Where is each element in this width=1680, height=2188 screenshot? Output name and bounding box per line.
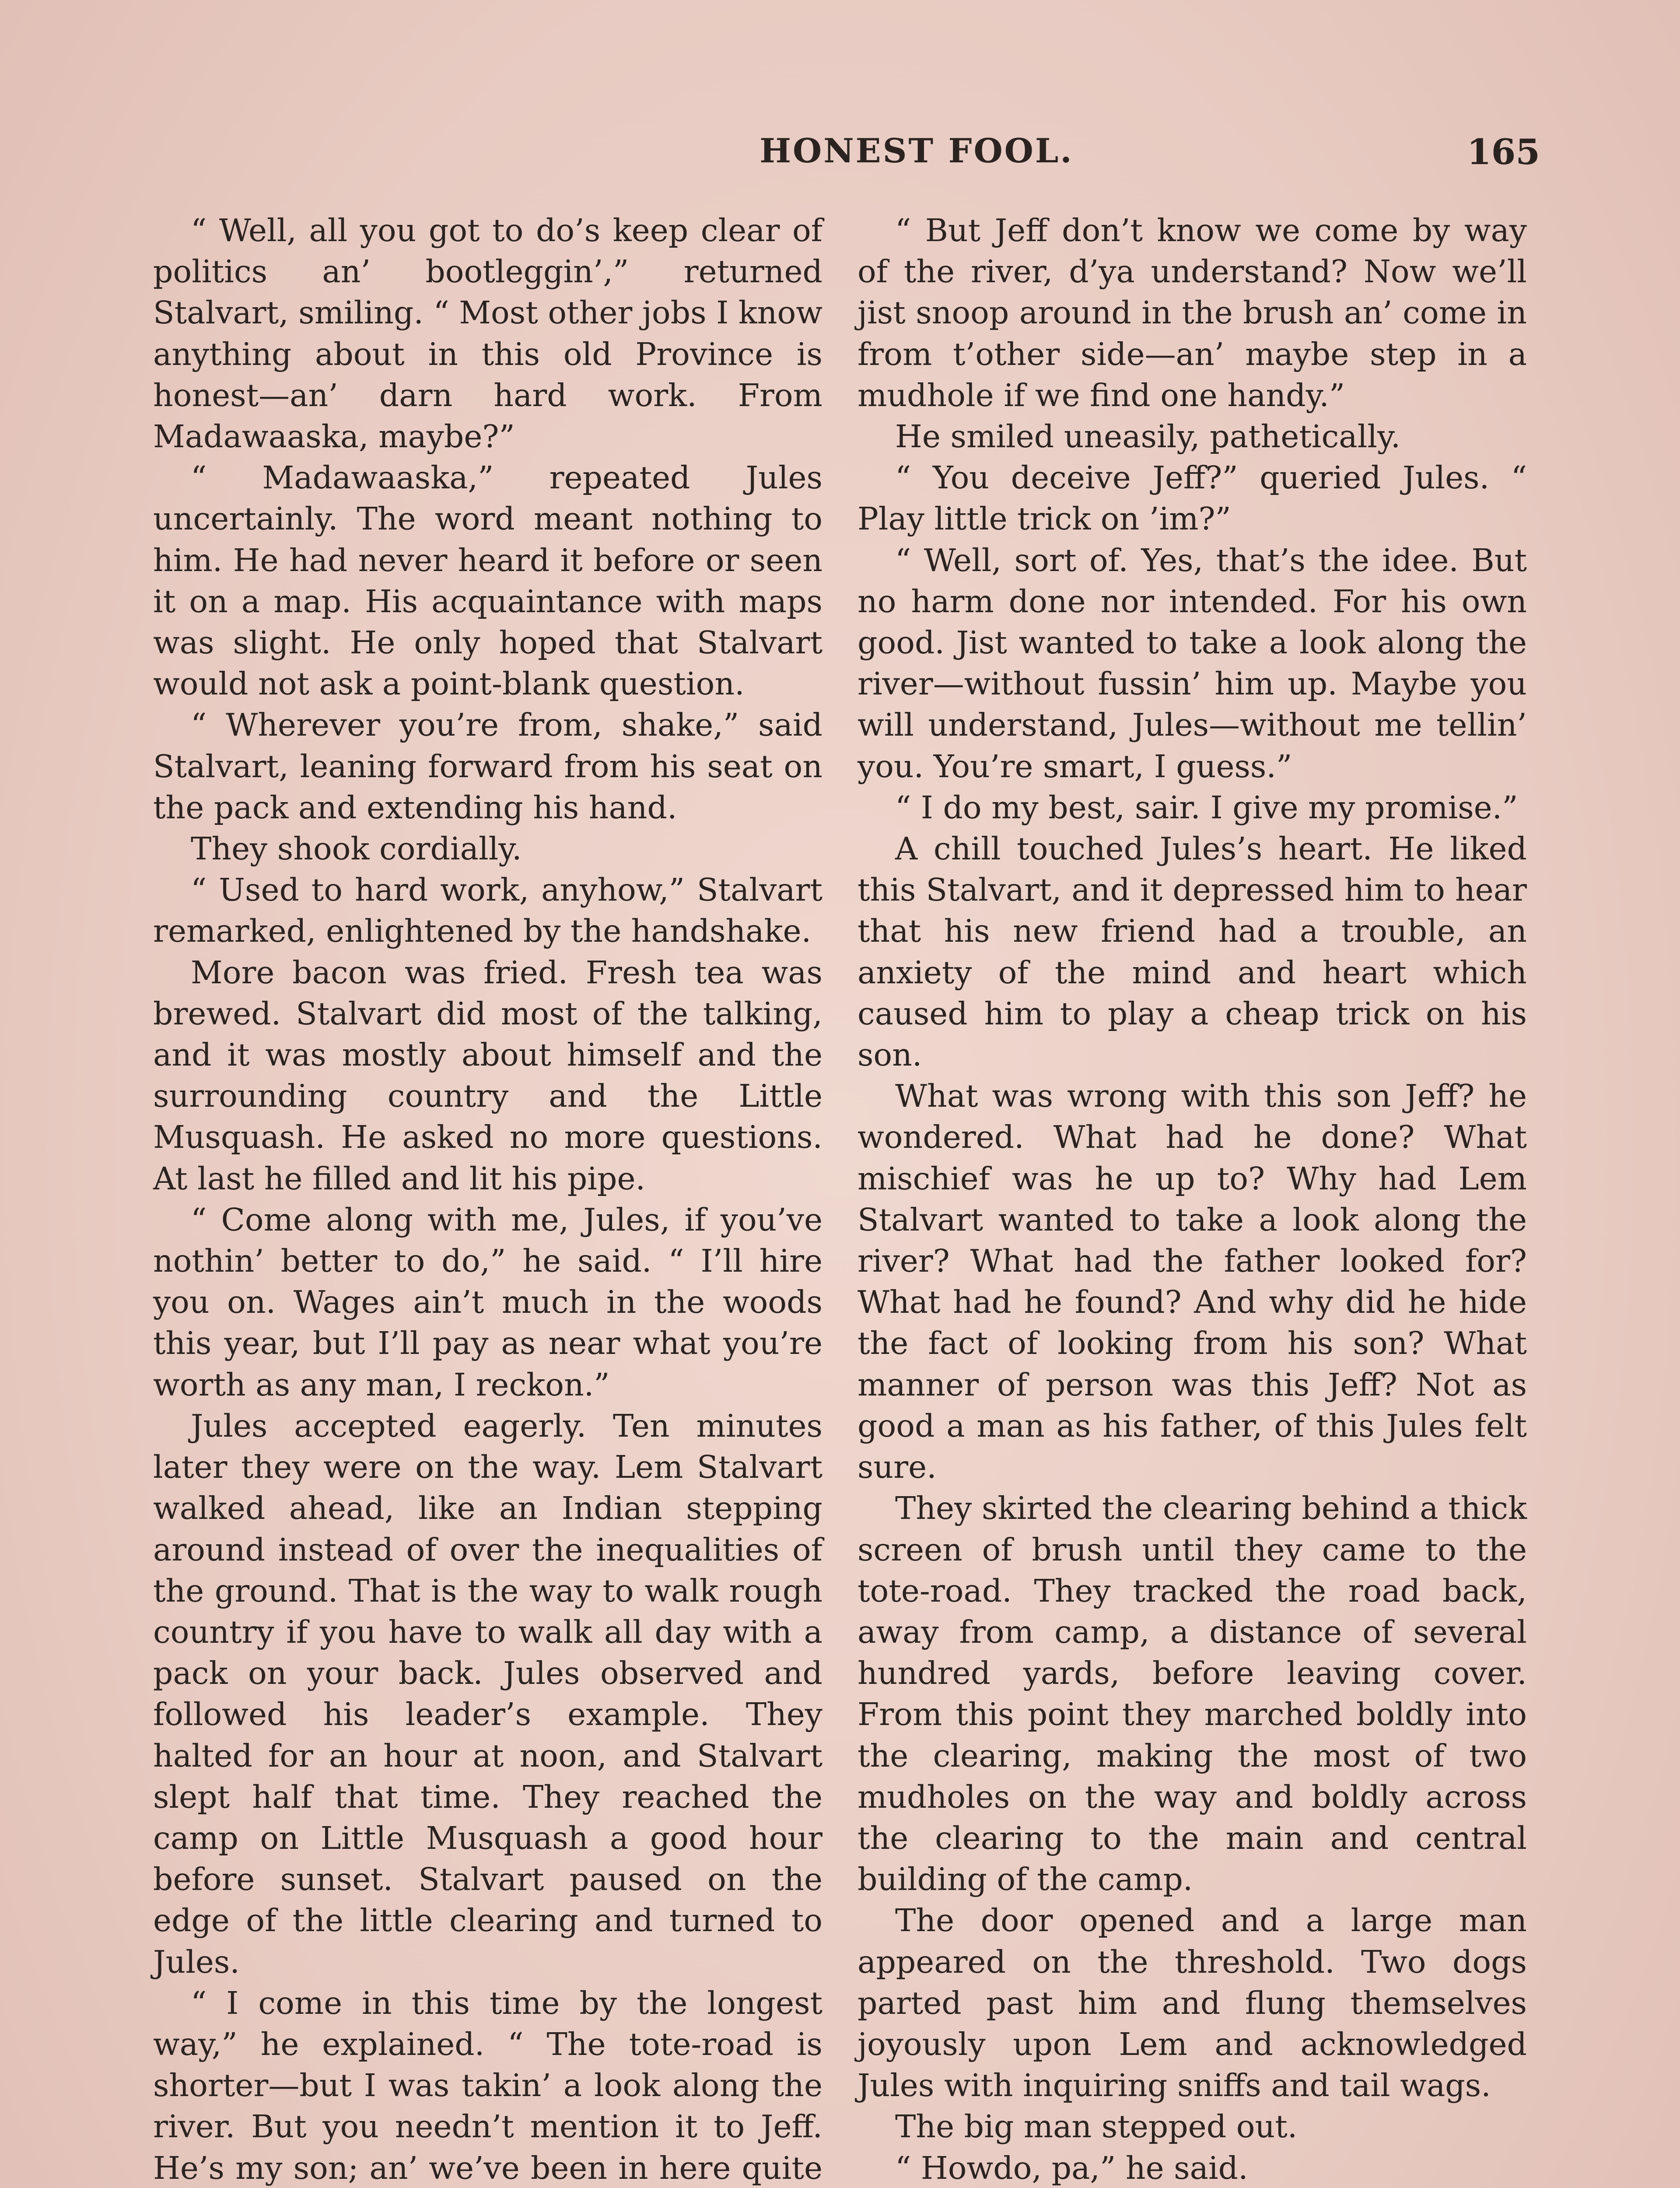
- paragraph: A chill touched Jules’s heart. He liked this Stalvart, and it depressed him to hear that his new friend had a trouble, an anxiety of the mind and heart which caused him to play a cheap trick on his son.: [858, 831, 1527, 1073]
- paragraph: “ Come along with me, Jules, if you’ve nothin’ better to do,” he said. “ I’ll hire you on. Wages ain’t much in the woods this year, but I’ll pay as near what you’re worth as any man, I reckon.”: [153, 1201, 822, 1403]
- paragraph: The door opened and a large man appeared on the threshold. Two dogs parted past him and flung themselves joyously upon Lem and acknowledged Jules with inquiring sniffs and tail wags.: [858, 1902, 1527, 2104]
- running-head: HONEST FOOL.: [760, 131, 1074, 170]
- paragraph: What was wrong with this son Jeff? he wondered. What had he done? What mischief was he up to? Why had Lem Stalvart wanted to take a look along the river? What had the father looked for? What had he found? And why did he hide the fact of looking from his son? What manner of person was this Jeff? Not as good a man as his father, of this Jules felt sure.: [858, 1078, 1527, 1486]
- paragraph: “ Well, all you got to do’s keep clear of politics an’ bootleggin’,” returned Stalvart, smiling. “ Most other jobs I know anything about in this old Province is honest—an’ darn hard work. From Madawaaska, maybe?”: [153, 212, 822, 455]
- paragraph: “ Used to hard work, anyhow,” Stalvart remarked, enlightened by the handshake.: [153, 872, 822, 950]
- paragraph: He smiled uneasily, pathetically.: [895, 418, 1401, 455]
- paragraph: More bacon was fried. Fresh tea was brewed. Stalvart did most of the talking, and it was mostly about himself and the surrounding country and the Little Musquash. He asked no more questions. At last he filled and lit his pipe.: [153, 954, 822, 1197]
- page-header: [151, 131, 1540, 179]
- left-text-column: [153, 210, 822, 2188]
- paragraph: “ But Jeff don’t know we come by way of the river, d’ya understand? Now we’ll jist snoop around in the brush an’ come in from t’other side—an’ maybe step in a mudhole if we find one handy.”: [858, 212, 1527, 414]
- paragraph: “ Wherever you’re from, shake,” said Stalvart, leaning forward from his seat on the pack and extending his hand.: [153, 707, 822, 826]
- paragraph: “ I come in this time by the longest way,” he explained. “ The tote-road is shorter—but I was takin’ a look along the river. But you needn’t mention it to Jeff. He’s my son; an’ we’ve been in here quite: [153, 1985, 822, 2186]
- paragraph: “ I do my best, sair. I give my promise.”: [895, 789, 1518, 826]
- paragraph: Jules accepted eagerly. Ten minutes later they were on the way. Lem Stalvart walked ahead, like an Indian stepping around instead of over the inequalities of the ground. That is the way to walk rough country if you have to walk all day with a pack on your back. Jules observed and followed his leader’s example. They halted for an hour at noon, and Stalvart slept half that time. They reached the camp on Little Musquash a good hour before sunset. Stalvart paused on the edge of the little clearing and turned to Jules.: [153, 1407, 822, 1980]
- paragraph: The big man stepped out.: [895, 2108, 1298, 2145]
- paragraph: “ You deceive Jeff?” queried Jules. “ Play little trick on ’im?”: [858, 459, 1527, 537]
- right-text-column: [858, 210, 1527, 2188]
- paragraph: “ Howdo, pa,” he said.: [895, 2149, 1248, 2186]
- paragraph: “ Madawaaska,” repeated Jules uncertainly. The word meant nothing to him. He had never heard it before or seen it on a map. His acquaintance with maps was slight. He only hoped that Stalvart would not ask a point-blank question.: [153, 459, 822, 702]
- paragraph: They shook cordially.: [191, 831, 522, 867]
- page-number: 165: [1467, 131, 1540, 172]
- paragraph: “ Well, sort of. Yes, that’s the idee. But no harm done nor intended. For his own good. Jist wanted to take a look along the river—without fussin’ him up. Maybe you will understand, Jules—without me tellin’ you. You’re smart, I guess.”: [858, 542, 1527, 785]
- paragraph: They skirted the clearing behind a thick screen of brush until they came to the tote-road. They tracked the road back, away from camp, a distance of several hundred yards, before leaving cover. From this point they marched boldly into the clearing, making the most of two mudholes on the way and boldly across the clearing to the main and central building of the camp.: [858, 1490, 1527, 1898]
